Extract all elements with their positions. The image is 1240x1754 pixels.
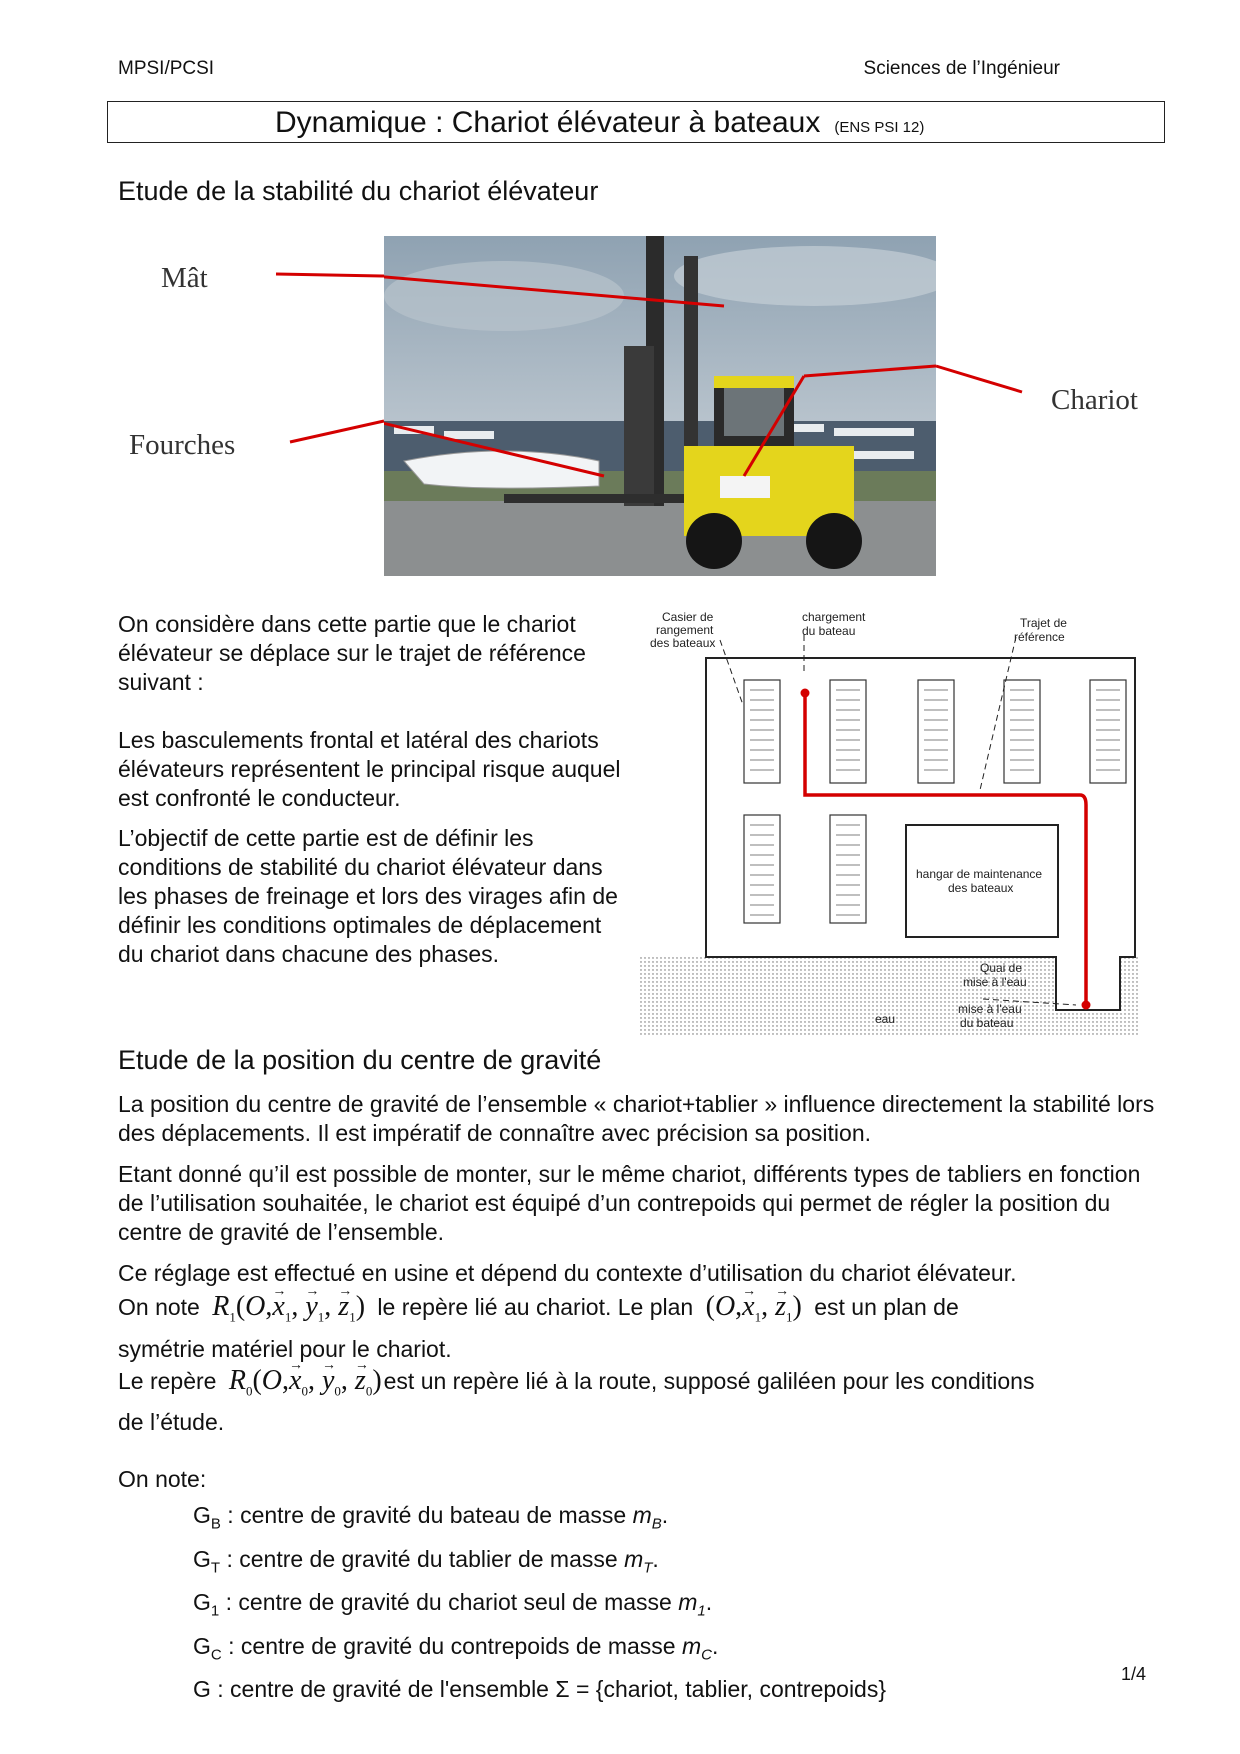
- paragraph-etude: de l’étude.: [118, 1409, 225, 1435]
- plan-label-trajet-2: référence: [1014, 630, 1065, 644]
- plan-label-casier-1: Casier de: [662, 610, 714, 624]
- plane-o-x1-z1: ($O,\to x_1$, → $z_1$): [706, 1291, 802, 1322]
- header-right: Sciences de l’Ingénieur: [863, 58, 1060, 79]
- plan-label-chargement-1: chargement: [802, 610, 866, 624]
- paragraph-repere-r1: On note $R_1(O,\to x_1$, → $y_1$, → $z_1$) le repère lié au chariot. Le plan ($O,\to x_1$, → $z_1$) est un plan de: [118, 1292, 959, 1332]
- paragraph-basculement: Les basculements frontal et latéral des chariots élévateurs représentent le principal risque auquel est confronté le conducteur.: [118, 727, 621, 811]
- paragraph-repere-r0: Le repère $R_0(O,\to x_0$, → $y_0$, → $z_0)est$ un repère lié à la route, supposé galiléen pour les conditions: [118, 1366, 1034, 1406]
- title-ref: (ENS PSI 12): [834, 119, 925, 136]
- frame-r1: $R_1(O,\to x_1$, → $y_1$, → $z_1$): [212, 1291, 365, 1322]
- definition-g: G : centre de gravité de l'ensemble Σ = {chariot, tablier, contrepoids}: [193, 1676, 887, 1703]
- plan-label-eau: eau: [875, 1012, 896, 1026]
- definition-gc: $G_C$ : centre de gravité du contrepoids de masse $m_C$.: [193, 1632, 719, 1664]
- paragraph-symetrie: symétrie matériel pour le chariot.: [118, 1336, 452, 1362]
- frame-r0: $R_0(O,\to x_0$, → $y_0$, → $z_0$): [229, 1365, 382, 1396]
- plan-label-chargement-2: du bateau: [802, 624, 856, 638]
- plan-label-mise-1: mise à l'eau: [958, 1002, 1022, 1016]
- label-chariot: Chariot: [1051, 384, 1138, 416]
- plan-label-mise-2: du bateau: [960, 1016, 1014, 1030]
- plan-label-trajet-1: Trajet de: [1020, 616, 1067, 630]
- on-note-label: On note:: [118, 1466, 207, 1492]
- section1-heading: Etude de la stabilité du chariot élévateur: [118, 176, 599, 206]
- plan-label-hangar-2: des bateaux: [948, 881, 1014, 895]
- definitions-list: [193, 1498, 886, 1706]
- paragraph-tabliers: Etant donné qu’il est possible de monter, sur le même chariot, différents types de tabliers en fonction de l’utilisation souhaitée, le chariot est équipé d’un contrepoids qui permet de régler la position du centre de gravité de l’ensemble.: [118, 1161, 1141, 1245]
- page-title: Dynamique : Chariot élévateur à bateaux (ENS PSI 12): [275, 106, 925, 139]
- plan-label-hangar-1: hangar de maintenance: [916, 867, 1043, 881]
- definition-gt: $G_T$ : centre de gravité du tablier de masse $m_T$.: [193, 1545, 659, 1577]
- site-plan-diagram: [640, 605, 1140, 1037]
- section2-heading: Etude de la position du centre de gravité: [118, 1045, 602, 1075]
- label-fourches: Fourches: [129, 429, 236, 461]
- paragraph-reglage: Ce réglage est effectué en usine et dépend du contexte d’utilisation du chariot élévateur.: [118, 1260, 1017, 1286]
- plan-label-quai-1: Quai de: [980, 961, 1023, 975]
- definition-g1: $G_1$ : centre de gravité du chariot seul de masse $m_1$.: [193, 1589, 713, 1620]
- paragraph-objectif: L’objectif de cette partie est de définir les conditions de stabilité du chariot élévateur dans les phases de freinage et lors des virages afin de définir les conditions optimales de déplacement du chariot dans chacune des phases.: [118, 825, 618, 967]
- photo-arrows: [0, 0, 1240, 600]
- label-mat: Mât: [161, 262, 208, 294]
- paragraph-position: La position du centre de gravité de l’ensemble « chariot+tablier » influence directement la stabilité lors des déplacements. Il est impératif de connaître avec précision sa position.: [118, 1091, 1155, 1146]
- page-number: 1/4: [1121, 1664, 1147, 1684]
- plan-label-quai-2: mise à l'eau: [963, 975, 1027, 989]
- plan-label-casier-3: des bateaux: [650, 636, 716, 650]
- definition-gb: $G_B$ : centre de gravité du bateau de masse $m_B$.: [193, 1502, 669, 1533]
- header-left: MPSI/PCSI: [118, 58, 215, 79]
- intro-paragraph: On considère dans cette partie que le chariot élévateur se déplace sur le trajet de référence suivant :: [118, 611, 586, 695]
- plan-label-casier-2: rangement: [656, 623, 714, 637]
